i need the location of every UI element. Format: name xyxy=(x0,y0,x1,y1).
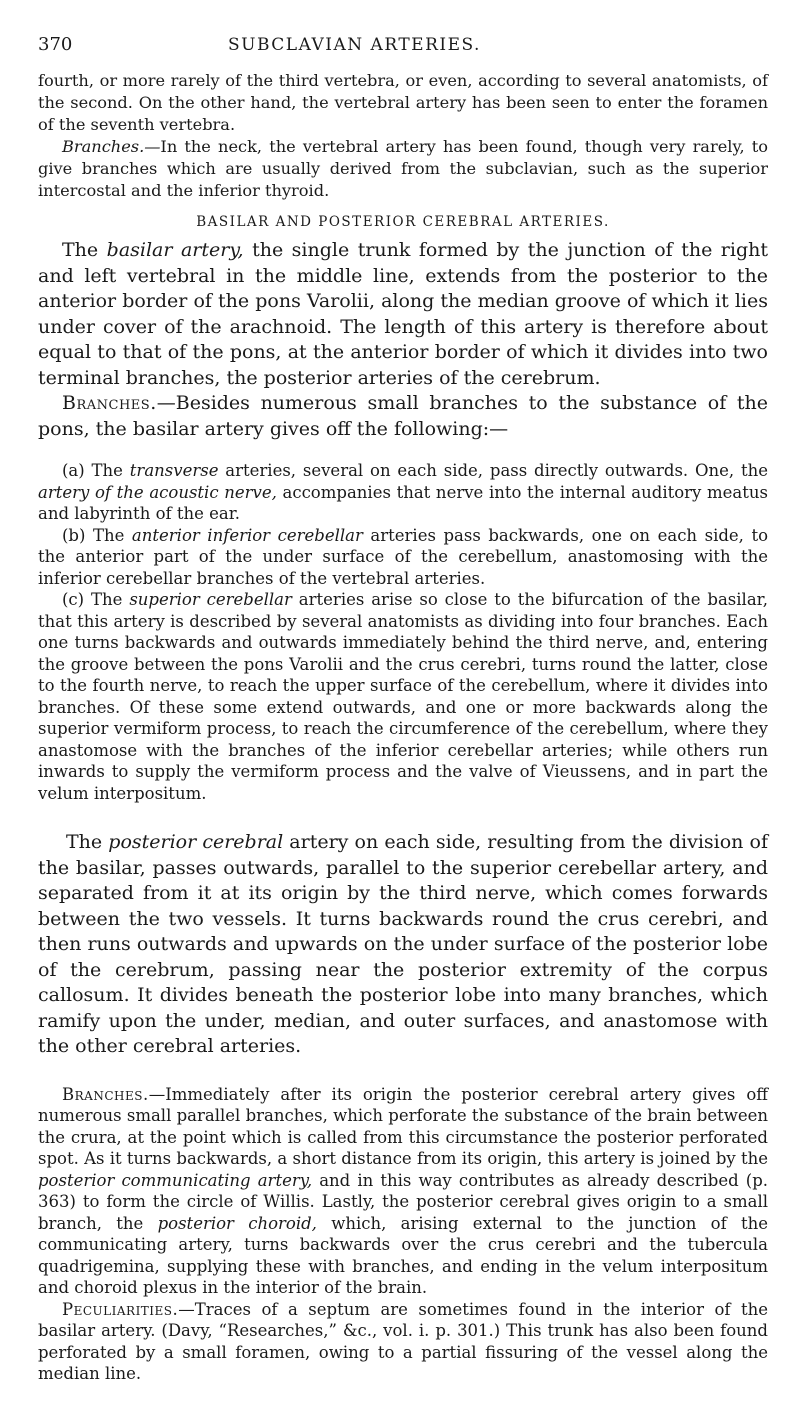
list-c-text-1: The xyxy=(84,590,130,609)
posterior-cerebral-paragraph xyxy=(38,830,768,1060)
list-b-text-2: arteries pass backwards, one on each side, to the anterior part of the under surface of the cerebellum, anastomosing with the inferior cerebellar branches of the vertebral arteries. xyxy=(38,525,769,588)
list-item-a xyxy=(38,460,768,525)
list-c-text-2: arteries arise so close to the bifurcation of the basilar, that this artery is described by several anatomists as dividing into four branches. Each one turns backwards and outwards immediately behind the third nerve, and, entering the groove between the pons Varolii and the crus cerebri, turns round the latter, close to the fourth nerve, to reach the upper surface of the cerebellum, where it divides into branches. Of these some extend outwards, and one or more backwards along the superior vermiform process, to reach the circumference of the cerebellum, where they anastomose with the branches of the inferior cerebellar arteries; while others run inwards to supply the vermiform process and the valve of Vieussens, and in part the velum interpositum. xyxy=(38,590,768,803)
list-a-text-1: The xyxy=(84,461,130,480)
list-a-text-3: accompanies that nerve into the internal auditory meatus and labyrinth of the ear. xyxy=(38,482,768,523)
intro-branches-paragraph xyxy=(38,136,768,202)
spacer xyxy=(38,442,768,460)
spacer xyxy=(38,1060,768,1084)
posterior-branches-text-3: which, arising external to the junction of the communicating artery, turns backwards over the crus cerebri and the tubercula quadrigemina, supplying these with branches, and ending in the velum interpositum and choroid plexus in the interior of the brain. xyxy=(38,1213,768,1297)
spacer xyxy=(38,804,768,830)
intro-continuation-paragraph xyxy=(38,70,768,136)
basilar-branches-label: Branches. xyxy=(62,392,157,414)
posterior-branches-paragraph xyxy=(38,1084,768,1299)
section-heading: BASILAR AND POSTERIOR CEREBRAL ARTERIES. xyxy=(196,214,610,230)
list-b-text-1: The xyxy=(85,525,132,545)
posterior-text-1: The xyxy=(66,831,109,853)
list-marker-c: (c) xyxy=(62,590,85,609)
posterior-branches-text-2: and in this way contributes as already described (p. 363) to form the circle of Willis. Lastly, the posterior cerebral gives origin to a small branch, the xyxy=(38,1170,768,1233)
branch-list xyxy=(38,460,768,804)
basilar-text-2: the single trunk formed by the junction of the right and left vertebral in the middle line, extends from the posterior to the anterior border of the pons Varolii, along the median groove of which it lies under cover of the arachnoid. The length of this artery is therefore about equal to that of the pons, at the anterior border of which it divides into two terminal branches, the posterior arteries of the cerebrum. xyxy=(38,239,768,389)
basilar-branches-text: —Besides numerous small branches to the substance of the pons, the basilar artery gives off the following:— xyxy=(38,392,768,440)
posterior-branches-term-1: posterior communicating artery, xyxy=(38,1170,313,1190)
list-b-term: anterior inferior cerebellar xyxy=(131,525,363,545)
intro-branches-text: In the neck, the vertebral artery has been found, though very rarely, to give branches which are usually derived from the subclavian, such as the superior intercostal and the inferior thyroid. xyxy=(38,137,768,200)
running-header xyxy=(38,34,768,70)
list-item-b xyxy=(38,525,768,590)
posterior-branches-label: Branches. xyxy=(62,1084,149,1104)
list-marker-b: (b) xyxy=(62,525,86,545)
peculiarities-label: Peculiarities. xyxy=(62,1299,179,1319)
list-marker-a: (a) xyxy=(62,461,85,480)
list-a-term-2: artery of the acoustic nerve, xyxy=(38,482,277,502)
list-item-c xyxy=(38,589,768,804)
intro-continuation-text: fourth, or more rarely of the third vertebra, or even, according to several anatomists, of the second. On the other hand, the vertebral artery has been seen to enter the foramen of the seventh vertebra. xyxy=(38,71,768,134)
page-number: 370 xyxy=(38,34,73,55)
peculiarities-text: —Traces of a septum are sometimes found in the interior of the basilar artery. (Davy, “Researches,” &c., vol. i. p. 301.) This trunk has also been found perforated by a small foramen, owing to a partial fissuring of the vessel along the median line. xyxy=(38,1299,768,1383)
basilar-term: basilar artery, xyxy=(106,239,244,261)
basilar-branches-paragraph xyxy=(38,391,768,442)
basilar-paragraph xyxy=(38,238,768,391)
list-a-text-2: arteries, several on each side, pass directly outwards. One, the xyxy=(218,461,769,480)
running-title: SUBCLAVIAN ARTERIES. xyxy=(228,35,481,55)
posterior-term: posterior cerebral xyxy=(108,831,284,853)
intro-branches-label: Branches.— xyxy=(62,137,161,156)
posterior-branches-text-1: —Immediately after its origin the posterior cerebral artery gives off numerous small parallel branches, which perforate the substance of the brain between the crura, at the point which is called from this circumstance the posterior perforated spot. As it turns backwards, a short distance from its origin, this artery is joined by the xyxy=(38,1084,768,1168)
list-a-term-1: transverse xyxy=(129,461,219,480)
posterior-branches-term-2: posterior choroid, xyxy=(157,1213,317,1233)
list-c-term: superior cerebellar xyxy=(129,590,292,609)
basilar-text-1: The xyxy=(62,239,107,261)
posterior-text-2: artery on each side, resulting from the division of the basilar, passes outwards, parallel to the superior cerebellar artery, and separated from it at its origin by the third nerve, which comes forwards between the two vessels. It turns backwards round the crus cerebri, and then runs outwards and upwards on the under surface of the posterior lobe of the cerebrum, passing near the posterior extremity of the corpus callosum. It divides beneath the posterior lobe into many branches, which ramify upon the under, median, and outer surfaces, and anastomose with the other cerebral arteries. xyxy=(38,831,768,1057)
peculiarities-paragraph xyxy=(38,1299,768,1385)
